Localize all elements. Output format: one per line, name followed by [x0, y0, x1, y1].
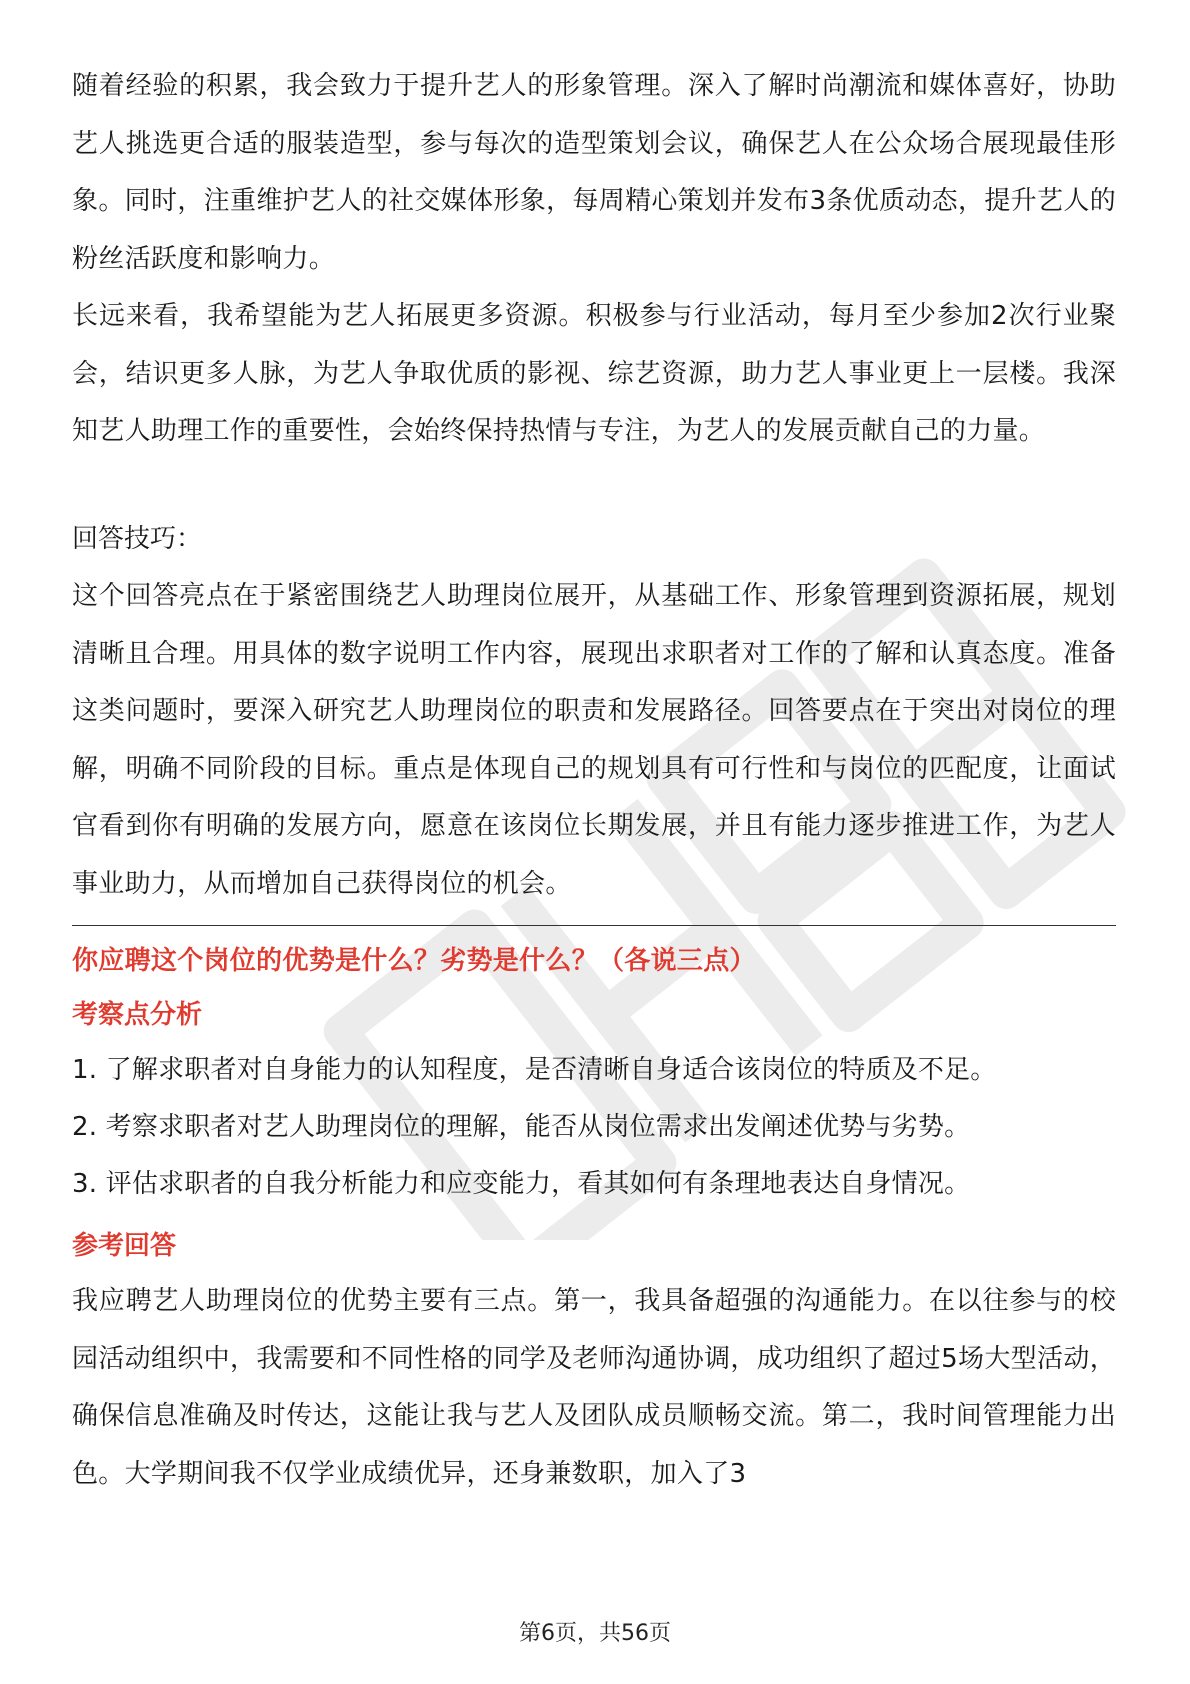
paragraph-resource-expansion: 长远来看，我希望能为艺人拓展更多资源。积极参与行业活动，每月至少参加2次行业聚会，结识更多人脉，为艺人争取优质的影视、综艺资源，助力艺人事业更上一层楼。我深知艺人助理工作的重要性，会始终保持热情与专注，为艺人的发展贡献自己的力量。 [72, 301, 1116, 446]
spacer [72, 461, 1116, 511]
page-number-footer: 第6页，共56页 [519, 1621, 671, 1646]
analysis-point: 3. 评估求职者的自我分析能力和应变能力，看其如何有条理地表达自身情况。 [72, 1169, 971, 1199]
paragraph-image-management: 随着经验的积累，我会致力于提升艺人的形象管理。深入了解时尚潮流和媒体喜好，协助艺人挑选更合适的服装造型，参与每次的造型策划会议，确保艺人在公众场合展现最佳形象。同时，注重维护艺人的社交媒体形象，每周精心策划并发布3条优质动态，提升艺人的粉丝活跃度和影响力。 [72, 71, 1116, 274]
analysis-point: 1. 了解求职者对自身能力的认知程度，是否清晰自身适合该岗位的特质及不足。 [72, 1055, 997, 1085]
analysis-heading: 考察点分析 [72, 1000, 203, 1030]
analysis-points [72, 1042, 1116, 1213]
page-content [72, 58, 1116, 1503]
tips-label: 回答技巧： [72, 523, 203, 554]
section-divider [72, 925, 1116, 926]
analysis-point: 2. 考察求职者对艺人助理岗位的理解，能否从岗位需求出发阐述优势与劣势。 [72, 1112, 971, 1142]
question-title: 你应聘这个岗位的优势是什么？劣势是什么？（各说三点） [72, 946, 756, 976]
reference-answer-text: 我应聘艺人助理岗位的优势主要有三点。第一，我具备超强的沟通能力。在以往参与的校园活动组织中，我需要和不同性格的同学及老师沟通协调，成功组织了超过5场大型活动，确保信息准确及时传达，这能让我与艺人及团队成员顺畅交流。第二，我时间管理能力出色。大学期间我不仅学业成绩优异，还身兼数职，加入了3 [72, 1286, 1116, 1489]
tips-text: 这个回答亮点在于紧密围绕艺人助理岗位展开，从基础工作、形象管理到资源拓展，规划清晰且合理。用具体的数字说明工作内容，展现出求职者对工作的了解和认真态度。准备这类问题时，要深入研究艺人助理岗位的职责和发展路径。回答要点在于突出对岗位的理解，明确不同阶段的目标。重点是体现自己的规划具有可行性和与岗位的匹配度，让面试官看到你有明确的发展方向，愿意在该岗位长期发展，并且有能力逐步推进工作，为艺人事业助力，从而增加自己获得岗位的机会。 [72, 581, 1116, 899]
reference-heading: 参考回答 [72, 1231, 177, 1261]
